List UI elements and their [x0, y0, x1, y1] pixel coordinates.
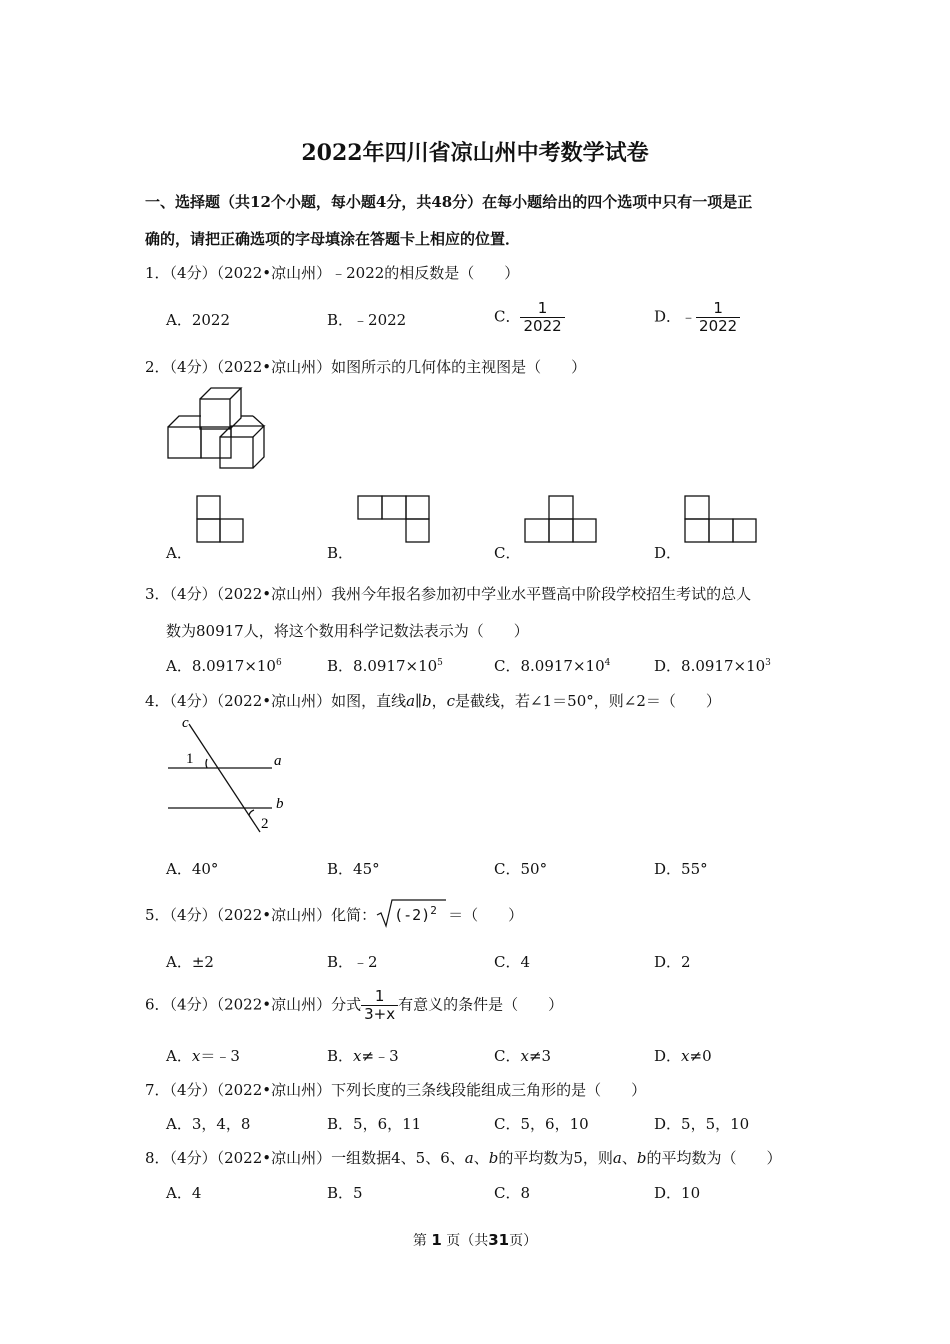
q6-stem: [145, 988, 563, 1023]
q6-option-d: [654, 1045, 712, 1066]
q5-sqrt-expression: [376, 906, 448, 926]
q6-fraction: [361, 988, 398, 1023]
footer-post: 页）: [509, 1233, 538, 1249]
q4-parallel: ∥: [415, 692, 423, 710]
footer-total-pages: 31: [488, 1231, 510, 1249]
q4-fig-label-a: a: [274, 753, 282, 769]
q5-option-c: C．4: [494, 953, 531, 971]
q1-option-d-denominator: 2022: [696, 317, 740, 335]
q8-option-b: B．5: [327, 1184, 363, 1202]
q4-var-b: b: [422, 692, 432, 710]
q8-stem-post: 的平均数为（ ）: [646, 1149, 782, 1167]
q1-option-d-label: D．: [654, 307, 682, 326]
q4-option-b: B．45°: [327, 860, 380, 878]
q8-var-a2: a: [612, 1149, 622, 1167]
q8-stem-mid: 的平均数为5，则: [498, 1149, 613, 1167]
q4-option-a: A．40°: [166, 860, 219, 878]
q4-var-c: c: [446, 692, 456, 710]
q6-option-a-label: A．: [166, 1047, 192, 1065]
q1-stem: 1．（4分）（2022•凉山州）﹣2022的相反数是（ ）: [145, 264, 520, 282]
q6-option-b-var: x: [353, 1047, 362, 1065]
q6-option-b-label: B．: [327, 1047, 354, 1065]
q7-option-c: C．5，6，10: [494, 1115, 589, 1133]
section-heading-line2: 确的，请把正确选项的字母填涂在答题卡上相应的位置．: [145, 230, 521, 248]
q4-comma: ，: [431, 692, 447, 710]
q3-option-a-base: A．8.0917×10: [166, 657, 276, 675]
q6-option-a: [166, 1045, 240, 1066]
q6-option-d-rest: ≠0: [689, 1047, 712, 1065]
q6-option-c-label: C．: [494, 1047, 521, 1065]
q1-option-c-numerator: 1: [537, 299, 548, 317]
q6-stem-pre: 6．（4分）（2022•凉山州）分式: [145, 995, 362, 1014]
q4-parallel-lines-figure: [160, 712, 300, 842]
q5-option-d: D．2: [654, 953, 691, 971]
q5-radicand: [394, 904, 437, 924]
q1-option-a: A．2022: [166, 311, 231, 329]
q3-option-b-exponent: 5: [437, 658, 443, 668]
q8-var-b2: b: [636, 1149, 647, 1167]
q3-stem-line1: 3．（4分）（2022•凉山州）我州今年报名参加初中学业水平暨高中阶段学校招生考试的总人: [145, 585, 752, 603]
q6-option-d-label: D．: [654, 1047, 682, 1065]
footer-page-number: 1: [431, 1231, 442, 1249]
q1-option-d-numerator: 1: [713, 299, 723, 317]
q1-option-c-label: C．: [494, 307, 521, 326]
q4-option-c: C．50°: [494, 860, 548, 878]
q1-option-c-denominator: 2022: [520, 317, 564, 335]
angle-1-arc: [206, 759, 207, 768]
q7-stem: 7．（4分）（2022•凉山州）下列长度的三条线段能组成三角形的是（ ）: [145, 1081, 647, 1099]
q3-option-c-base: C．8.0917×10: [494, 657, 605, 675]
q1-option-b: B．﹣2022: [327, 311, 407, 329]
q8-option-a: A．4: [166, 1184, 202, 1202]
q8-option-d: D．10: [654, 1184, 701, 1202]
q8-sep2: 、: [621, 1149, 637, 1167]
q6-denominator: 3+x: [361, 1005, 398, 1023]
q4-var-a: a: [406, 692, 416, 710]
q7-option-d: D．5，5，10: [654, 1115, 750, 1133]
q2-option-a: A．: [166, 544, 192, 562]
q1-option-d: [654, 300, 740, 335]
q1-option-c: [494, 300, 565, 335]
page-title: 2022年四川省凉山州中考数学试卷: [301, 140, 649, 166]
q4-stem-post: 是截线，若∠1＝50°，则∠2＝（ ）: [455, 692, 721, 710]
q3-option-c-exponent: 4: [604, 658, 611, 668]
q8-sep: 、: [473, 1149, 489, 1167]
q5-radicand-base: (-2): [394, 906, 431, 924]
q1-option-d-sign: ﹣: [681, 307, 697, 326]
q2-option-c: C．: [494, 544, 521, 562]
q3-option-a-exponent: 6: [275, 658, 282, 668]
q1-option-d-fraction: [696, 300, 740, 335]
q2-option-c-view: [524, 495, 599, 545]
q6-option-b-rest: ≠﹣3: [361, 1047, 399, 1065]
q6-stem-post: 有意义的条件是（ ）: [398, 995, 564, 1014]
q2-option-b-view: [357, 495, 432, 545]
footer-mid: 页（共: [446, 1233, 489, 1249]
q6-numerator: 1: [374, 987, 385, 1005]
q1-option-c-fraction: [520, 300, 564, 335]
q8-var-b: b: [488, 1149, 499, 1167]
q3-option-d-base: D．8.0917×10: [654, 657, 766, 675]
q6-option-d-var: x: [681, 1047, 690, 1065]
section-heading-line1: 一、选择题（共12个小题，每小题4分，共48分）在每小题给出的四个选项中只有一项是正: [145, 193, 753, 211]
q4-fig-label-b: b: [276, 796, 284, 812]
q4-fig-label-2: 2: [261, 816, 269, 832]
q4-stem-pre: 4．（4分）（2022•凉山州）如图，直线: [145, 692, 407, 710]
q3-option-b-base: B．8.0917×10: [327, 657, 438, 675]
q6-option-a-var: x: [191, 1047, 201, 1065]
q3-option-b: [327, 655, 443, 676]
q2-option-a-view: [196, 495, 246, 545]
q5-stem-post: ＝（ ）: [448, 906, 524, 924]
page-footer: [0, 1230, 950, 1250]
q8-option-c: C．8: [494, 1184, 531, 1202]
q4-fig-label-1: 1: [186, 751, 194, 767]
q3-option-d: [654, 655, 771, 676]
q6-option-c-var: x: [520, 1047, 529, 1065]
q6-option-b: [327, 1045, 399, 1066]
q3-option-a: [166, 655, 282, 676]
q3-stem-line2: 数为80917人，将这个数用科学记数法表示为（ ）: [166, 622, 529, 640]
line-c: [189, 724, 260, 832]
q3-option-c: [494, 655, 610, 676]
q8-stem: [145, 1147, 781, 1168]
q5-stem: [145, 904, 523, 926]
q3-option-d-exponent: 3: [765, 658, 771, 668]
q8-var-a: a: [464, 1149, 474, 1167]
q7-option-a: A．3，4，8: [166, 1115, 251, 1133]
q2-stem: 2．（4分）（2022•凉山州）如图所示的几何体的主视图是（ ）: [145, 358, 587, 376]
q5-stem-pre: 5．（4分）（2022•凉山州）化简：: [145, 906, 377, 924]
q2-option-b: B．: [327, 544, 354, 562]
q5-option-a: A．±2: [166, 953, 214, 971]
q5-radicand-power: 2: [430, 904, 437, 917]
q4-option-d: D．55°: [654, 860, 708, 878]
footer-pre: 第: [412, 1233, 427, 1249]
q2-solid-figure: [165, 385, 280, 470]
q8-stem-pre: 8．（4分）（2022•凉山州）一组数据4、5、6、: [145, 1149, 465, 1167]
q2-option-d: D．: [654, 544, 682, 562]
q7-option-b: B．5，6，11: [327, 1115, 422, 1133]
q4-fig-label-c: c: [182, 715, 189, 731]
angle-2-arc: [249, 810, 254, 815]
q4-stem: [145, 690, 721, 711]
q2-option-d-view: [684, 495, 759, 545]
q5-option-b: B．﹣2: [327, 953, 378, 971]
q6-option-a-rest: ＝﹣3: [200, 1047, 240, 1065]
q6-option-c-rest: ≠3: [528, 1047, 552, 1065]
q6-option-c: [494, 1045, 551, 1066]
